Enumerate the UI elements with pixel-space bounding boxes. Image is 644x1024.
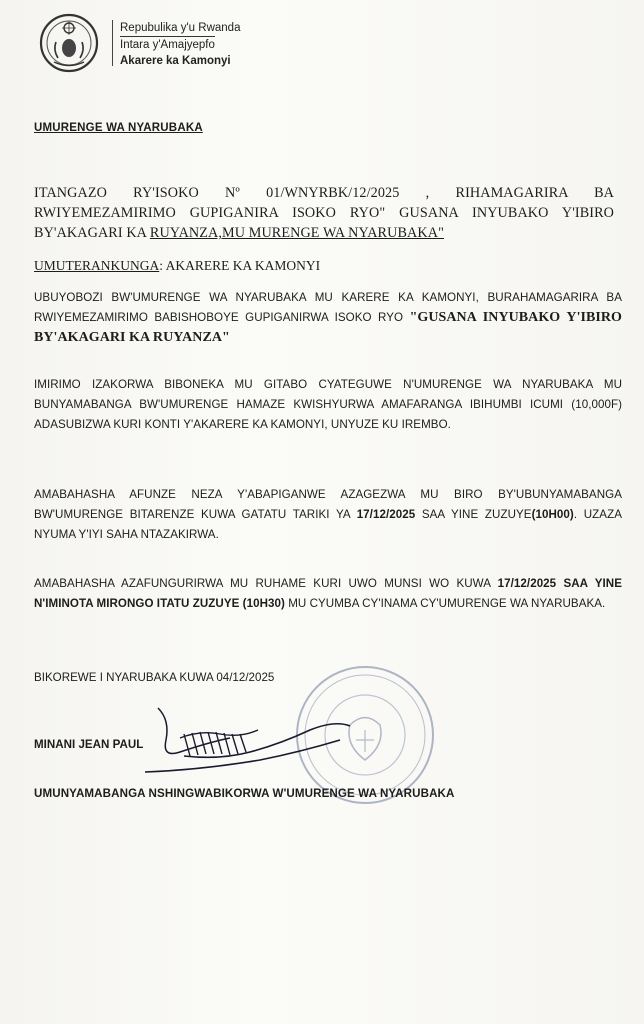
- submission-date: 17/12/2025: [356, 508, 416, 521]
- letterhead-divider: [112, 20, 113, 66]
- paragraph-submission: [34, 485, 622, 545]
- office-title: UMURENGE WA NYARUBAKA: [34, 122, 203, 134]
- letterhead-text: [120, 20, 240, 69]
- notice-title-main: ITANGAZO RY'ISOKO Nº 01/WNYRBK/12/2025 , RIHAMAGARIRA BA RWIYEMEZAMIRIMO GUPIGANIRA ISOKO RYO" GUSANA INYUBAKO Y'IBIRO BY'AKAGARI KA: [34, 185, 614, 241]
- submission-text: AMABAHASHA AFUNZE NEZA Y'ABAPIGANWE AZAGEZWA MU BIRO BY'UBUNYAMABANGA BW'UMURENGE BITARENZE KUWA GATATU TARIKI YA: [34, 488, 622, 521]
- submission-text-3: . UZAZA NYUMA Y'IYI SAHA NTAZAKIRWA.: [34, 508, 623, 541]
- paragraph-invitation: [34, 288, 622, 348]
- employer-value: : AKARERE KA KAMONYI: [159, 258, 321, 273]
- country-name: Repubulika y'u Rwanda: [120, 22, 241, 34]
- letterhead: [36, 12, 276, 74]
- notice-title: [34, 183, 614, 243]
- issue-date-line: BIKOREWE I NYARUBAKA KUWA 04/12/2025: [34, 671, 275, 684]
- employer-line: [34, 258, 320, 274]
- opening-text-2: MU CYUMBA CY'INAMA CY'UMURENGE WA NYARUBAKA.: [284, 597, 606, 610]
- handwritten-signature-icon: [140, 700, 360, 790]
- invitation-project: "GUSANA INYUBAKO Y'IBIRO BY'AKAGARI KA RUYANZA": [34, 310, 623, 345]
- opening-datetime: 17/12/2025 SAA YINE N'IMINOTA MIRONGO ITATU ZUZUYE (10H30): [34, 577, 622, 610]
- submission-time: (10H00): [531, 508, 574, 521]
- submission-text-2: SAA YINE ZUZUYE: [415, 508, 532, 521]
- rwanda-coat-of-arms-icon: [36, 12, 102, 74]
- signer-title: UMUNYAMABANGA NSHINGWABIKORWA W'UMURENGE WA NYARUBAKA: [34, 787, 455, 800]
- district-name: Akarere ka Kamonyi: [120, 55, 231, 67]
- paragraph-documents: IMIRIMO IZAKORWA BIBONEKA MU GITABO CYATEGUWE N'UMURENGE WA NYARUBAKA MU BUNYAMABANGA BW'UMURENGE HAMAZE KWISHYURWA AMAFARANGA IBIHUMBI ICUMI (10,000F) ADASUBIZWA KURI KONTI Y'AKARERE KA KAMONYI, UNYUZE KU IREMBO.: [34, 378, 622, 431]
- paragraph-opening: [34, 574, 622, 614]
- invitation-text: UBUYOBOZI BW'UMURENGE WA NYARUBAKA MU KARERE KA KAMONYI, BURAHAMAGARIRA BA RWIYEMEZAMIRIMO BABISHOBOYE GUPIGANIRWA ISOKO RYO: [34, 291, 622, 324]
- signer-name: MINANI JEAN PAUL: [34, 738, 144, 751]
- opening-text: AMABAHASHA AZAFUNGURIRWA MU RUHAME KURI UWO MUNSI WO KUWA: [34, 577, 498, 590]
- province-name: Intara y'Amajyepfo: [120, 36, 215, 53]
- employer-label: UMUTERANKUNGA: [34, 258, 160, 273]
- notice-title-location: RUYANZA,MU MURENGE WA NYARUBAKA": [149, 225, 444, 241]
